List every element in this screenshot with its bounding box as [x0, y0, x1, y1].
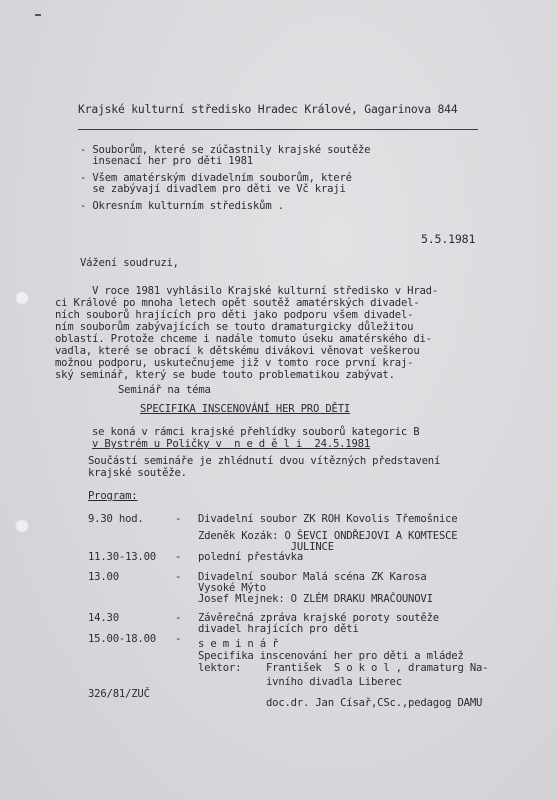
- body-line-8: ský seminář, který se bude touto problematikou zabývat.: [55, 369, 395, 381]
- body-line-5: oblastí. Protože chceme i nadále tomuto úseku amatérského di-: [55, 333, 432, 345]
- program-dash: -: [175, 633, 182, 645]
- seminar-note-1: Součástí semináře je zhlédnutí dvou vítězných představení: [88, 455, 441, 467]
- seminar-location-2: v Bystrém u Poličky v n e d ě l i 24.5.1981: [92, 438, 371, 450]
- recipient-line-2: insenací her pro děti 1981: [80, 155, 253, 167]
- institution-header: Krajské kulturní středisko Hradec Králové, Gagarinova 844: [78, 102, 458, 116]
- program-line: s e m i n á ř: [198, 638, 279, 650]
- program-dash: -: [175, 612, 182, 624]
- program-line: ivního divadla Liberec: [198, 676, 402, 688]
- body-line-7: možnou podporu, uskutečnujeme již v tomto roce první kraj-: [55, 357, 414, 369]
- program-line: Josef Mlejnek: O ZLÉM DRAKU MRAČOUNOVI: [198, 593, 433, 605]
- seminar-location-1: se koná v rámci krajské přehlídky souborů kategoric B: [92, 426, 420, 438]
- program-time: 9.30 hod.: [88, 513, 144, 525]
- program-dash: -: [175, 571, 182, 583]
- program-line: Specifika inscenování her pro děti a mládež: [198, 650, 464, 662]
- recipient-line-3: - Všem amatérským divadelním souborům, které: [80, 172, 352, 184]
- recipient-line-4: se zabývají divadlem pro děti ve Vč kraji: [80, 183, 346, 195]
- seminar-intro: Seminář na téma: [118, 384, 211, 396]
- program-line: Vysoké Mýto: [198, 582, 266, 594]
- program-line: JULINCE: [198, 541, 334, 553]
- body-line-4: ním souborům zabývajících se touto dramaturgicky důležitou: [55, 321, 414, 333]
- program-line: Divadelní soubor Malá scéna ZK Karosa: [198, 571, 427, 583]
- program-line: Divadelní soubor ZK ROH Kovolis Třemošnice: [198, 513, 458, 525]
- program-line: lektor: František S o k o l , dramaturg Na-: [198, 662, 489, 674]
- program-heading: Program:: [88, 490, 138, 502]
- seminar-title: SPECIFIKA INSCENOVÁNÍ HER PRO DĚTI: [140, 403, 351, 415]
- program-line: doc.dr. Jan Císař,CSc.,pedagog DAMU: [198, 697, 483, 709]
- body-line-2: ci Králové po mnoha letech opět soutěž amatérských divadel-: [55, 297, 420, 309]
- program-time: 15.00-18.00: [88, 633, 156, 645]
- greeting: Vážení soudruzi,: [80, 257, 179, 269]
- program-time: 11.30-13.00: [88, 551, 156, 563]
- punch-hole-top: [14, 290, 30, 306]
- corner-mark: [35, 14, 41, 22]
- reference-number: 326/81/ZUČ: [88, 688, 150, 700]
- program-time: 13.00: [88, 571, 119, 583]
- program-dash: -: [175, 551, 182, 563]
- recipient-line-5: - Okresním kulturním střediskům .: [80, 200, 284, 212]
- letter-date: 5.5.1981: [421, 232, 476, 246]
- header-rule: [78, 129, 478, 130]
- recipient-line-1: - Souborům, které se zúčastnily krajské soutěže: [80, 144, 371, 156]
- punch-hole-bottom: [14, 518, 30, 534]
- program-dash: -: [175, 513, 182, 525]
- program-line: Zdeněk Kozák: O ŠEVCI ONDŘEJOVI A KOMTESCE: [198, 530, 458, 542]
- program-line: divadel hrajících pro děti: [198, 623, 359, 635]
- body-line-3: ních souborů hrajících pro děti jako podporu všem divadel-: [55, 309, 414, 321]
- program-line: Závěrečná zpráva krajské poroty soutěže: [198, 612, 439, 624]
- program-line: polední přestávka: [198, 551, 304, 563]
- body-line-1: V roce 1981 vyhlásilo Krajské kulturní středisko v Hrad-: [55, 285, 439, 297]
- program-time: 14.30: [88, 612, 119, 624]
- seminar-note-2: krajské soutěže.: [88, 467, 187, 479]
- body-line-6: vadla, které se obrací k dětskému divákovi věnovat veškerou: [55, 345, 420, 357]
